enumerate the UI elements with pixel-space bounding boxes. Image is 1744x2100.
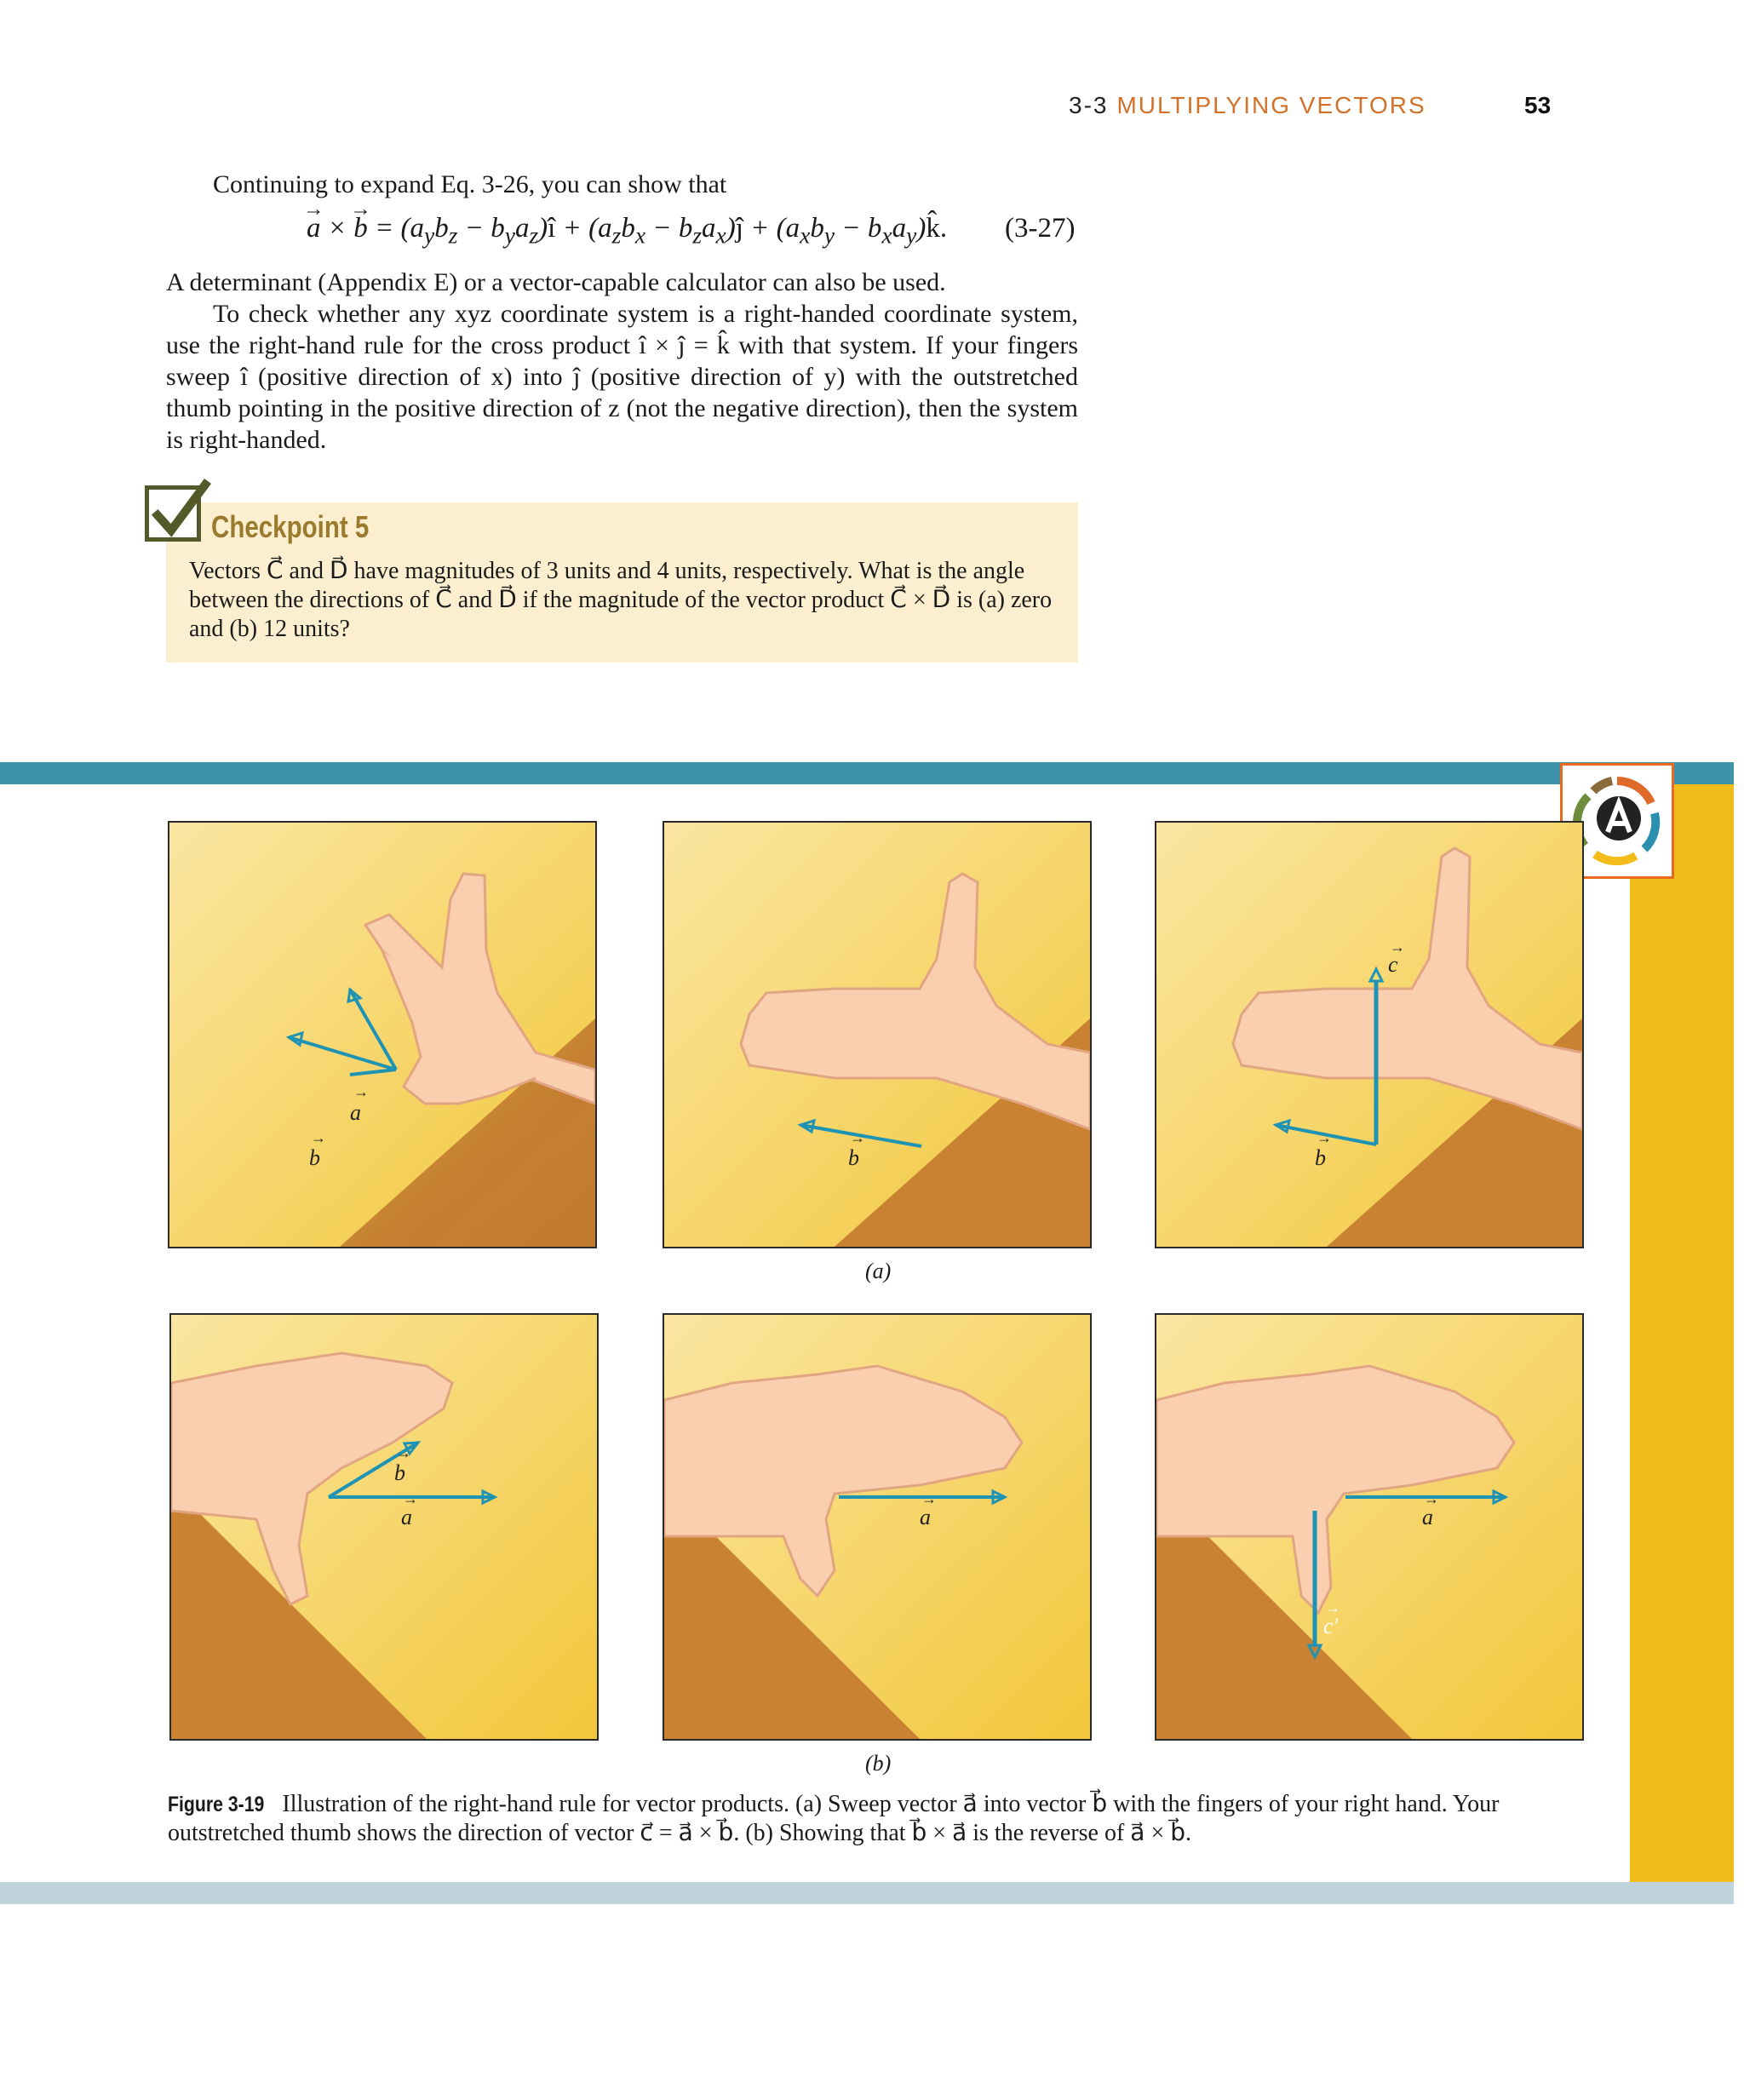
label-b: b <box>1315 1145 1326 1170</box>
figure-label: Figure 3-19 <box>168 1793 265 1816</box>
intro-text: Continuing to expand Eq. 3-26, you can show that <box>213 170 727 198</box>
figure-panel-b2 <box>663 1313 1092 1741</box>
checkpoint-question: Vectors C⃗ and D⃗ have magnitudes of 3 units and 4 units, respectively. What is the angle between the directions of C⃗ and D⃗ if the magnitude of the vector product C⃗ × D⃗ is (a) zero and (b) 12 units? <box>189 558 1053 642</box>
svg-text:→: → <box>311 1129 326 1146</box>
determinant-text: A determinant (Appendix E) or a vector-capable calculator can also be used. <box>166 268 946 296</box>
svg-text:→: → <box>921 1490 937 1507</box>
figure-panel-a1 <box>168 821 597 1248</box>
label-a: a <box>1422 1505 1433 1529</box>
label-b: b <box>309 1145 320 1170</box>
label-a: a <box>401 1505 412 1529</box>
figure-panel-b3 <box>1155 1313 1584 1741</box>
section-title: MULTIPLYING VECTORS <box>1116 92 1426 118</box>
equation-number: (3-27) <box>1005 213 1076 244</box>
label-a: a <box>920 1505 931 1529</box>
figure-caption-block <box>168 1790 1615 1847</box>
label-a: a <box>350 1100 361 1125</box>
figure-top-band <box>0 762 1734 784</box>
svg-text:→: → <box>1317 1129 1332 1146</box>
svg-text:→: → <box>403 1490 418 1507</box>
label-c: c <box>1388 952 1398 977</box>
section-number: 3-3 <box>1069 92 1109 118</box>
sublabel-a: (a) <box>865 1259 892 1283</box>
svg-text:→: → <box>1390 938 1405 955</box>
figure-bottom-band <box>0 1882 1734 1904</box>
svg-text:→: → <box>1325 1599 1340 1616</box>
figure-panel-a2 <box>663 821 1092 1248</box>
figure-panel-b1 <box>169 1313 599 1741</box>
equation-3-27: → a × → $b = (a_yb_z$ − $b_ya_z)î + (a_zb_x$ − $b_za_x)ĵ + (a_xb_y$ − $b_xa_y)k̂$. <box>307 213 1073 250</box>
page-number: 53 <box>1524 92 1552 118</box>
svg-text:→: → <box>353 1083 369 1100</box>
label-b: b <box>394 1460 405 1485</box>
right-hand-check-text: To check whether any xyz coordinate system is a right-handed coordinate system, use the right-hand rule for the cross product î × ĵ = k̂ with that system. If your fingers sweep î (positive direction of x) into ĵ (positive direction of y) with the outstretched thumb pointing in the positive direction of z (not the negative direction), then the system is right-handed. <box>166 300 1078 454</box>
svg-text:→: → <box>1424 1490 1439 1507</box>
label-c-prime: c′ <box>1323 1614 1339 1638</box>
svg-text:→: → <box>396 1444 411 1461</box>
sublabel-b: (b) <box>865 1751 892 1776</box>
label-b: b <box>848 1145 859 1170</box>
running-head <box>1069 92 1426 119</box>
figure-side-band <box>1630 784 1734 1882</box>
svg-text:→: → <box>850 1129 865 1146</box>
checkpoint-title: Checkpoint 5 <box>211 509 370 544</box>
figure-panel-a3 <box>1155 821 1584 1248</box>
checkmark-icon <box>145 485 201 542</box>
figure-caption: Illustration of the right-hand rule for vector products. (a) Sweep vector a⃗ into vector b⃗ with the fingers of your right hand. Your outstretched thumb shows the direction of vector c⃗ = a⃗ × b⃗. (b) Showing that b⃗ × a⃗ is the reverse of a⃗ × b⃗. <box>168 1791 1500 1846</box>
